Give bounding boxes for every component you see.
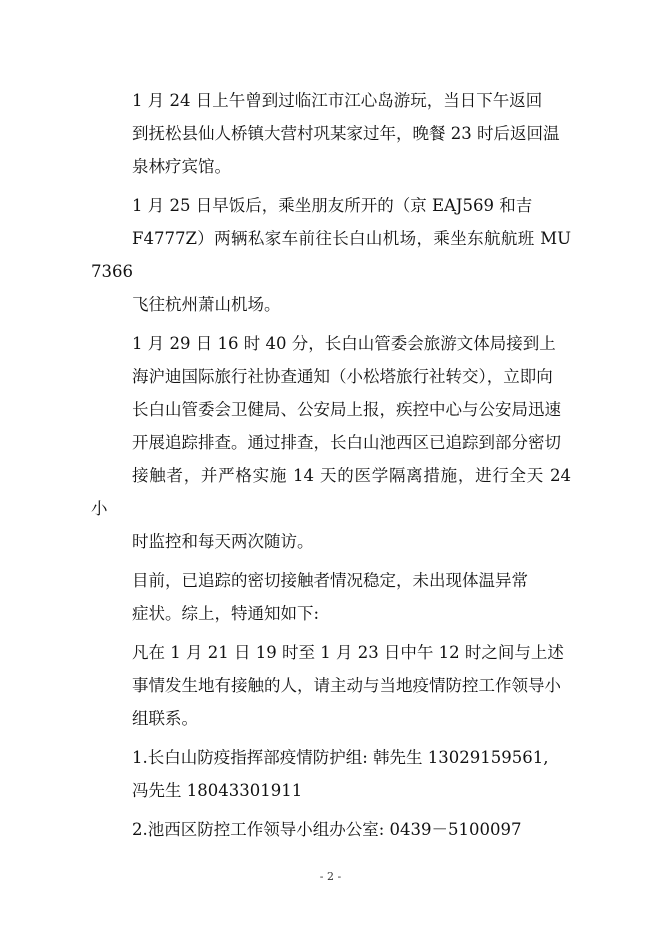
text-line: 时监控和每天两次随访。: [132, 532, 314, 551]
text-line: 2.池西区防控工作领导小组办公室: 0439－5100097: [132, 820, 522, 839]
text-line: 泉林疗宾馆。: [132, 157, 231, 176]
paragraph-investigation-jan29: [91, 327, 571, 558]
text-line: 症状。综上，特通知如下:: [132, 604, 320, 623]
text-line: 1 月 25 日早饭后，乘坐朋友所开的（京 EAJ569 和吉: [132, 196, 533, 215]
paragraph-current-status: [91, 564, 571, 630]
page-number: - 2 -: [319, 870, 342, 883]
text-line: 组联系。: [132, 709, 198, 728]
text-line: 事情发生地有接触的人，请主动与当地疫情防控工作领导小: [132, 676, 561, 695]
text-line: 冯先生 18043301911: [132, 781, 303, 800]
text-line: 1 月 24 日上午曾到过临江市江心岛游玩，当日下午返回: [132, 91, 543, 110]
text-line: 目前，已追踪的密切接触者情况稳定，未出现体温异常: [132, 571, 528, 590]
text-line: 1 月 29 日 16 时 40 分，长白山管委会旅游文体局接到上: [132, 334, 556, 353]
text-line: 飞往杭州萧山机场。: [132, 295, 281, 314]
text-line: 开展追踪排查。通过排查，长白山池西区已追踪到部分密切: [132, 433, 561, 452]
text-line: 长白山管委会卫健局、公安局上报，疾控中心与公安局迅速: [132, 400, 561, 419]
paragraph-notice: [91, 636, 571, 735]
document-body: [91, 84, 571, 852]
contact-item-2: [91, 813, 571, 846]
text-line: 1.长白山防疫指挥部疫情防护组: 韩先生 13029159561,: [132, 748, 549, 767]
text-line: F4777Z）两辆私家车前往长白山机场，乘坐东航航班 MU7366: [91, 229, 571, 281]
contact-item-1: [91, 741, 571, 807]
paragraph-travel-jan25: [91, 189, 571, 321]
text-line: 凡在 1 月 21 日 19 时至 1 月 23 日中午 12 时之间与上述: [132, 643, 564, 662]
text-line: 海沪迪国际旅行社协查通知（小松塔旅行社转交），立即向: [132, 367, 553, 386]
paragraph-travel-jan24: [91, 84, 571, 183]
text-line: 到抚松县仙人桥镇大营村巩某家过年，晚餐 23 时后返回温: [132, 124, 560, 143]
text-line: 接触者，并严格实施 14 天的医学隔离措施，进行全天 24 小: [91, 466, 571, 518]
